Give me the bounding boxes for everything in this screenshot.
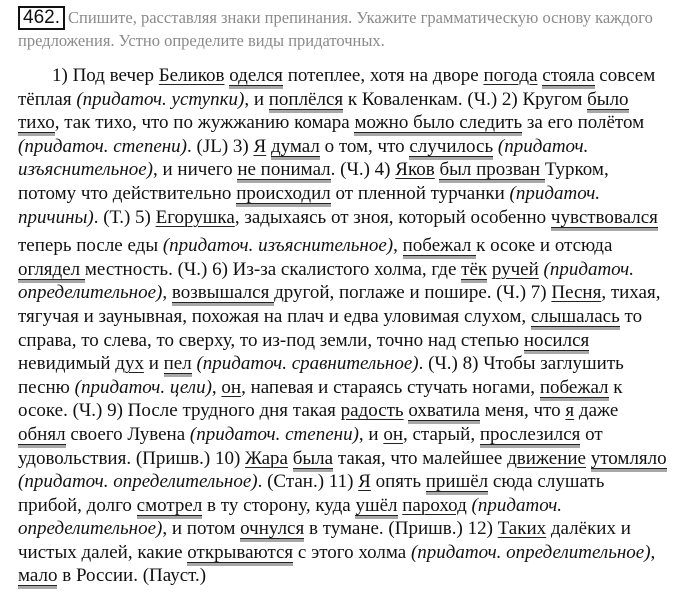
text-run: далёких и	[546, 518, 631, 540]
text-run: о том, что	[319, 135, 410, 157]
text-run: ,	[650, 541, 656, 563]
subject: Беликов	[158, 65, 225, 86]
text-line	[18, 517, 700, 541]
text-run: опять	[370, 471, 426, 493]
predicate: ушёл	[355, 495, 397, 519]
text-line	[18, 206, 700, 230]
text-run: 1) Под вечер	[52, 65, 159, 86]
predicate: слышалась	[531, 306, 620, 330]
text-line	[18, 541, 700, 565]
predicate: стояла	[542, 65, 594, 89]
subject: Яков	[395, 159, 435, 181]
text-run: то	[619, 305, 643, 327]
text-line	[18, 352, 700, 376]
predicate: происходил	[236, 183, 331, 207]
predicate: был прозван	[439, 159, 544, 183]
clause-annotation: (придаточ. определительное)	[410, 541, 651, 563]
text-run: , и	[358, 423, 384, 445]
clause-annotation: (придаточ. сравнительное)	[196, 353, 419, 375]
predicate: побежал	[540, 377, 609, 401]
predicate: случилось	[409, 136, 493, 160]
text-run: к Коваленкам. (Ч.) 2) Кругом	[343, 88, 588, 110]
text-line	[18, 258, 700, 282]
predicate: тихо	[18, 112, 55, 136]
text-run: . (Т.) 5)	[93, 206, 156, 228]
text-run: потому что действительно	[18, 182, 237, 204]
text-run: в тумане. (Пришв.) 12)	[304, 518, 498, 540]
text-line	[18, 234, 700, 258]
text-run: невидимый	[18, 353, 116, 375]
predicate: прослезился	[480, 424, 581, 448]
subject: Я	[253, 135, 267, 157]
clause-annotation: (придаточ. уступки)	[76, 88, 245, 110]
predicate: была	[293, 448, 333, 472]
clause-annotation: (придаточ. изъяснительное)	[162, 235, 394, 257]
text-run: . (JL) 3)	[187, 135, 254, 157]
predicate: оделся	[229, 65, 283, 89]
predicate: носился	[524, 330, 589, 354]
predicate: утомляло	[591, 448, 667, 472]
predicate: тёк	[461, 259, 487, 283]
text-line	[18, 564, 700, 588]
text-line	[18, 447, 700, 471]
subject: Жара	[245, 447, 288, 469]
text-run: своего Лувена	[65, 423, 190, 445]
text-run: справа, то слева, то сверху, то из-под земли, точно над степью	[18, 329, 524, 351]
text-run: , и ничего	[153, 159, 238, 181]
predicate: можно было следить	[354, 112, 522, 136]
exercise-number: 462.	[18, 6, 65, 30]
text-run: песню	[18, 376, 75, 398]
text-run: к	[608, 376, 623, 398]
clause-annotation: (придаточ. определительное)	[18, 471, 258, 493]
text-run	[288, 448, 293, 469]
subject: я	[565, 400, 575, 422]
text-line	[18, 494, 700, 518]
clause-annotation: (придаточ. цели)	[74, 376, 212, 398]
text-run: в ту сторону, куда	[202, 494, 356, 516]
text-line	[18, 135, 700, 159]
predicate: охватила	[408, 400, 480, 424]
clause-annotation: изъяснительное)	[18, 159, 154, 181]
clause-annotation: (придаточ.	[509, 182, 601, 204]
predicate: возвышался	[172, 282, 274, 306]
text-run: за его полётом	[522, 112, 645, 134]
text-run: местность. (Ч.) 6) Из-за скалистого холма, где	[84, 258, 462, 280]
task-header	[18, 6, 698, 51]
subject: Я	[358, 471, 371, 493]
predicate: очнулся	[240, 518, 304, 542]
text-run: и	[143, 353, 164, 375]
predicate: было	[587, 89, 628, 113]
text-line	[18, 376, 700, 400]
text-run: удовольствия. (Пришв.) 10)	[18, 447, 246, 469]
clause-annotation: причины)	[18, 206, 94, 228]
predicate: думал	[271, 136, 320, 160]
predicate: поплёлся	[269, 89, 343, 113]
text-run: , старый,	[403, 423, 480, 445]
text-run: от пленной турчанки	[330, 182, 510, 204]
text-run: осоке. (Ч.) 9) После трудного дня такая	[18, 400, 341, 422]
text-run: другой, поглаже и пошире. (Ч.) 7)	[274, 282, 552, 304]
subject: он	[383, 423, 403, 445]
text-line	[18, 158, 700, 182]
clause-annotation: (придаточ.	[471, 494, 563, 516]
clause-annotation: (придаточ. степени)	[189, 423, 359, 445]
text-run: в России. (Пауст.)	[57, 565, 207, 587]
text-line	[18, 88, 700, 112]
predicate: не понимал	[237, 159, 330, 183]
text-run: , напевая и стараясь стучать ногами,	[241, 376, 540, 398]
clause-annotation: (придаточ.	[543, 258, 634, 280]
clause-annotation: (придаточ.	[497, 135, 589, 157]
subject: пароход	[402, 494, 467, 516]
predicate: открываются	[187, 542, 293, 566]
subject: Песня	[551, 282, 602, 304]
subject: Таких	[497, 518, 547, 540]
text-line	[18, 470, 700, 494]
text-run: такая, что малейшее	[333, 447, 508, 469]
exercise-text	[18, 64, 700, 588]
text-run: . (Стан.) 11)	[257, 471, 359, 493]
predicate: смотрел	[137, 495, 203, 519]
text-run: тягучая и заунывная, похожая на плач и едва уловимая слухом,	[18, 305, 531, 327]
text-run: ,	[393, 235, 403, 257]
text-run: , задыхаясь от зноя, который особенно	[234, 206, 551, 228]
text-line	[18, 182, 700, 206]
predicate: мало	[18, 565, 57, 589]
text-run: , и	[244, 88, 269, 110]
text-line	[18, 423, 700, 447]
clause-annotation: (придаточ. степени)	[18, 135, 188, 157]
text-run: совсем	[594, 65, 656, 86]
subject: дух	[115, 353, 144, 375]
text-line	[18, 64, 700, 88]
text-run: ,	[162, 282, 172, 304]
text-run: , так тихо, что по жужжанию комара	[54, 112, 355, 134]
text-run: меня, что	[479, 400, 566, 422]
subject: радость	[340, 400, 404, 422]
clause-annotation: определительное)	[18, 518, 163, 540]
subject: ручей	[491, 258, 539, 280]
predicate: пришёл	[426, 471, 488, 495]
text-run: тёплая	[18, 88, 77, 110]
text-run: . (Ч.) 4)	[330, 159, 396, 181]
predicate: обнял	[18, 424, 66, 448]
text-run: к осоке и отсюда	[476, 235, 613, 257]
subject: погода	[483, 65, 538, 86]
text-run: , и потом	[162, 518, 241, 540]
text-run: даже	[574, 400, 619, 422]
text-run: , тихая,	[601, 282, 661, 304]
task-instruction: Спишите, расставляя знаки препинания. Укажите грамматическую основу каждого предложения. Устно определите виды придаточных.	[18, 8, 653, 50]
predicate: побежал	[403, 235, 476, 259]
predicate: пел	[164, 353, 192, 377]
text-run: прибой, долго	[18, 494, 137, 516]
predicate: чувствовался	[551, 207, 658, 231]
text-run: чистых далей, какие	[18, 541, 188, 563]
text-line	[18, 281, 700, 305]
text-line	[18, 305, 700, 329]
subject: Егорушка	[155, 206, 235, 228]
text-run: . (Ч.) 8) Чтобы заглушить	[418, 353, 624, 375]
text-run: Турком,	[544, 159, 609, 181]
predicate: оглядел	[18, 259, 85, 283]
text-run: сюда слушать	[488, 471, 605, 493]
text-run: ,	[211, 376, 222, 398]
text-line	[18, 111, 700, 135]
clause-annotation: определительное)	[18, 282, 163, 304]
text-run: от	[580, 423, 603, 445]
text-line	[18, 399, 700, 423]
text-line	[18, 329, 700, 353]
text-run: теперь после еды	[18, 235, 163, 257]
subject: он	[221, 376, 242, 398]
subject: движение	[507, 447, 586, 469]
text-run: с этого холма	[293, 541, 411, 563]
text-run: потеплее, хотя на дворе	[282, 65, 484, 86]
